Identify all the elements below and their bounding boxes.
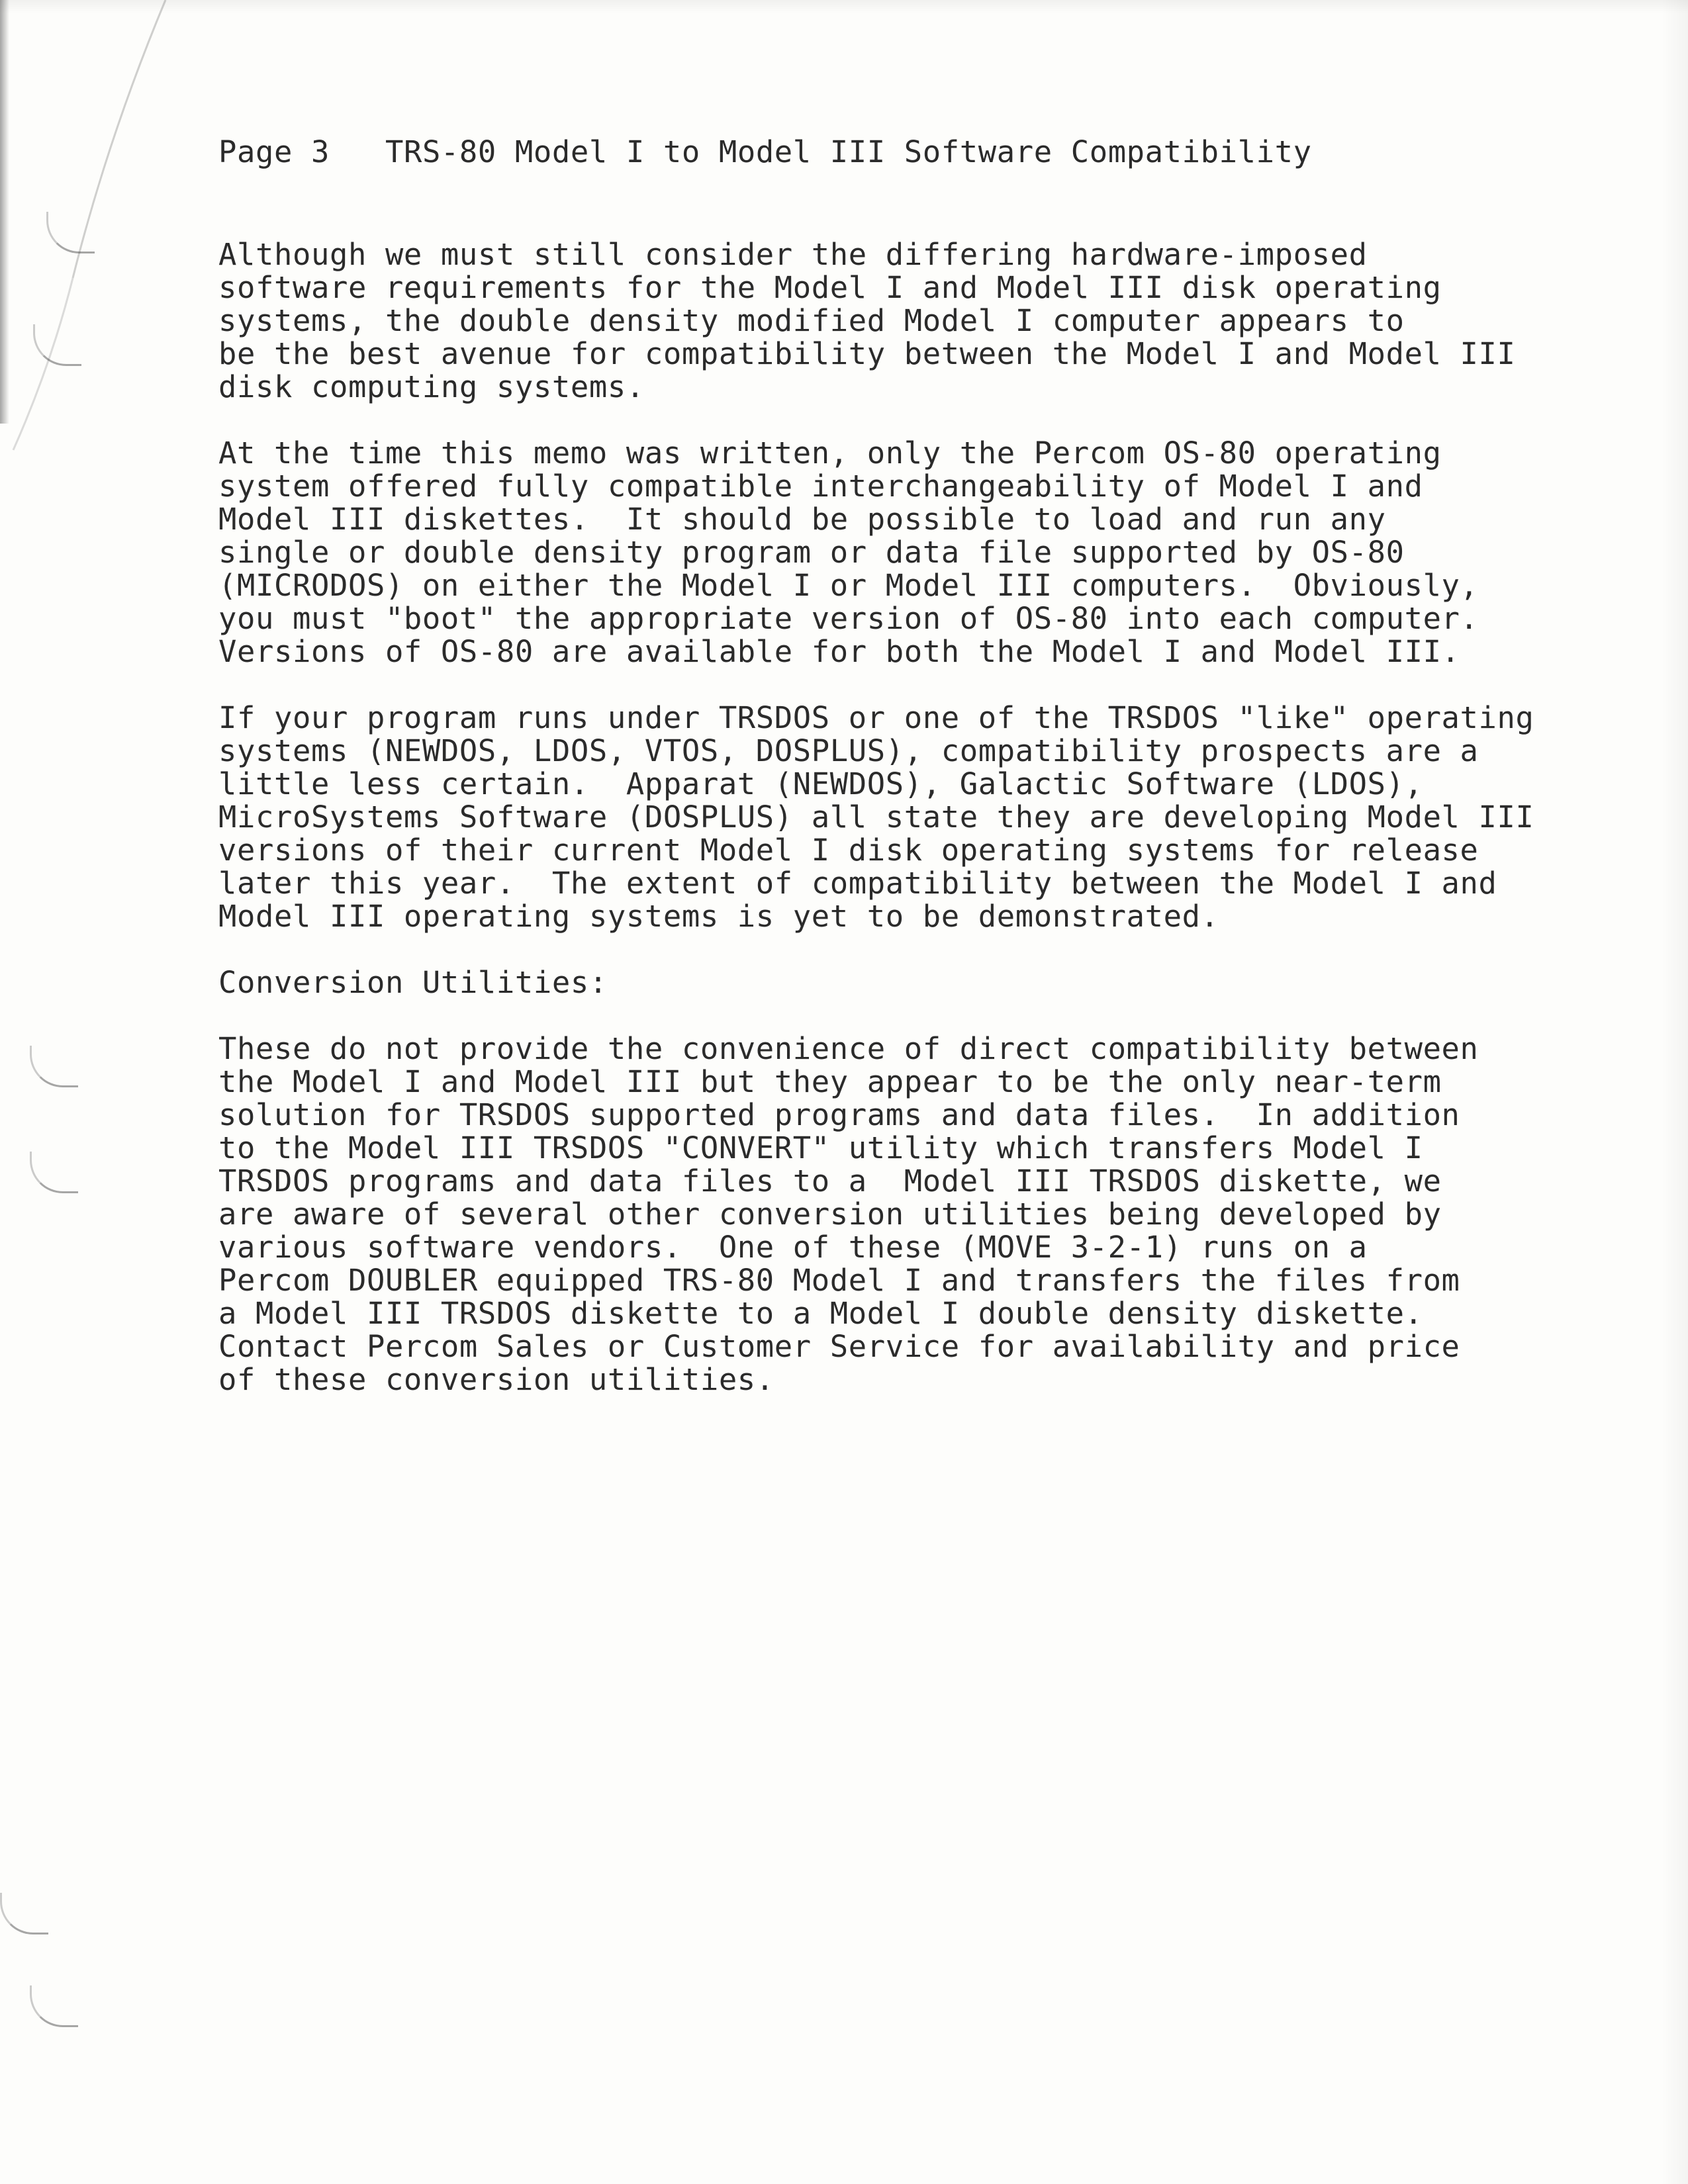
paragraph-1-line-3: systems, the double density modified Model I computer appears to — [218, 303, 1405, 338]
binder-hole-mark-4 — [30, 1152, 78, 1193]
paragraph-5-line-11: of these conversion utilities. — [218, 1362, 774, 1397]
paragraph-5-line-9: a Model III TRSDOS diskette to a Model I double density diskette. — [218, 1296, 1423, 1331]
paragraph-1-line-5: disk computing systems. — [218, 369, 645, 404]
paragraph-2-line-6: you must "boot" the appropriate version of OS-80 into each computer. — [218, 601, 1479, 636]
paper-edge-right — [1662, 0, 1688, 2184]
paragraph-1-line-4: be the best avenue for compatibility between the Model I and Model III — [218, 336, 1516, 371]
paragraph-3-line-3: little less certain. Apparat (NEWDOS), Galactic Software (LDOS), — [218, 766, 1423, 801]
paragraph-5-line-1: These do not provide the convenience of direct compatibility between — [218, 1031, 1479, 1066]
paragraph-3-line-5: versions of their current Model I disk operating systems for release — [218, 833, 1479, 868]
paragraph-3-line-7: Model III operating systems is yet to be demonstrated. — [218, 899, 1219, 934]
paragraph-5-line-4: to the Model III TRSDOS "CONVERT" utility which transfers Model I — [218, 1130, 1423, 1165]
page-title: TRS-80 Model I to Model III Software Compatibility — [385, 134, 1312, 169]
paragraph-2-line-4: single or double density program or data file supported by OS-80 — [218, 535, 1405, 570]
paragraph-1-line-1: Although we must still consider the differing hardware-imposed — [218, 237, 1368, 272]
page-number: Page 3 — [218, 134, 330, 169]
paragraph-2-line-5: (MICRODOS) on either the Model I or Model III computers. Obviously, — [218, 568, 1479, 603]
paper-edge-top — [0, 0, 1688, 13]
paragraph-1-line-2: software requirements for the Model I and Model III disk operating — [218, 270, 1442, 305]
binder-hole-mark-3 — [30, 1046, 78, 1087]
paragraph-5-line-3: solution for TRSDOS supported programs and data files. In addition — [218, 1097, 1460, 1132]
paragraph-5-line-5: TRSDOS programs and data files to a Model III TRSDOS diskette, we — [218, 1163, 1442, 1199]
paragraph-3-line-1: If your program runs under TRSDOS or one of the TRSDOS "like" operating — [218, 700, 1534, 735]
paper-crease — [0, 0, 199, 463]
paragraph-3-line-6: later this year. The extent of compatibility between the Model I and — [218, 866, 1497, 901]
paragraph-2-line-3: Model III diskettes. It should be possible to load and run any — [218, 502, 1386, 537]
binder-hole-mark-6 — [30, 1985, 78, 2027]
paragraph-3-line-4: MicroSystems Software (DOSPLUS) all state they are developing Model III — [218, 799, 1534, 835]
paragraph-5-line-7: various software vendors. One of these (MOVE 3-2-1) runs on a — [218, 1230, 1368, 1265]
paragraph-2-line-1: At the time this memo was written, only the Percom OS-80 operating — [218, 435, 1442, 471]
page-header — [218, 136, 1312, 169]
paragraph-5-line-10: Contact Percom Sales or Customer Service for availability and price — [218, 1329, 1460, 1364]
paragraph-5-line-6: are aware of several other conversion utilities being developed by — [218, 1197, 1442, 1232]
paragraph-2-line-7: Versions of OS-80 are available for both the Model I and Model III. — [218, 634, 1460, 669]
paragraph-5-line-8: Percom DOUBLER equipped TRS-80 Model I and transfers the files from — [218, 1263, 1460, 1298]
section-heading: Conversion Utilities: — [218, 965, 608, 1000]
paragraph-3-line-2: systems (NEWDOS, LDOS, VTOS, DOSPLUS), compatibility prospects are a — [218, 733, 1479, 768]
binder-hole-mark-5 — [0, 1893, 48, 1934]
paragraph-5-line-2: the Model I and Model III but they appear to be the only near-term — [218, 1064, 1442, 1099]
paragraph-2-line-2: system offered fully compatible interchangeability of Model I and — [218, 469, 1423, 504]
